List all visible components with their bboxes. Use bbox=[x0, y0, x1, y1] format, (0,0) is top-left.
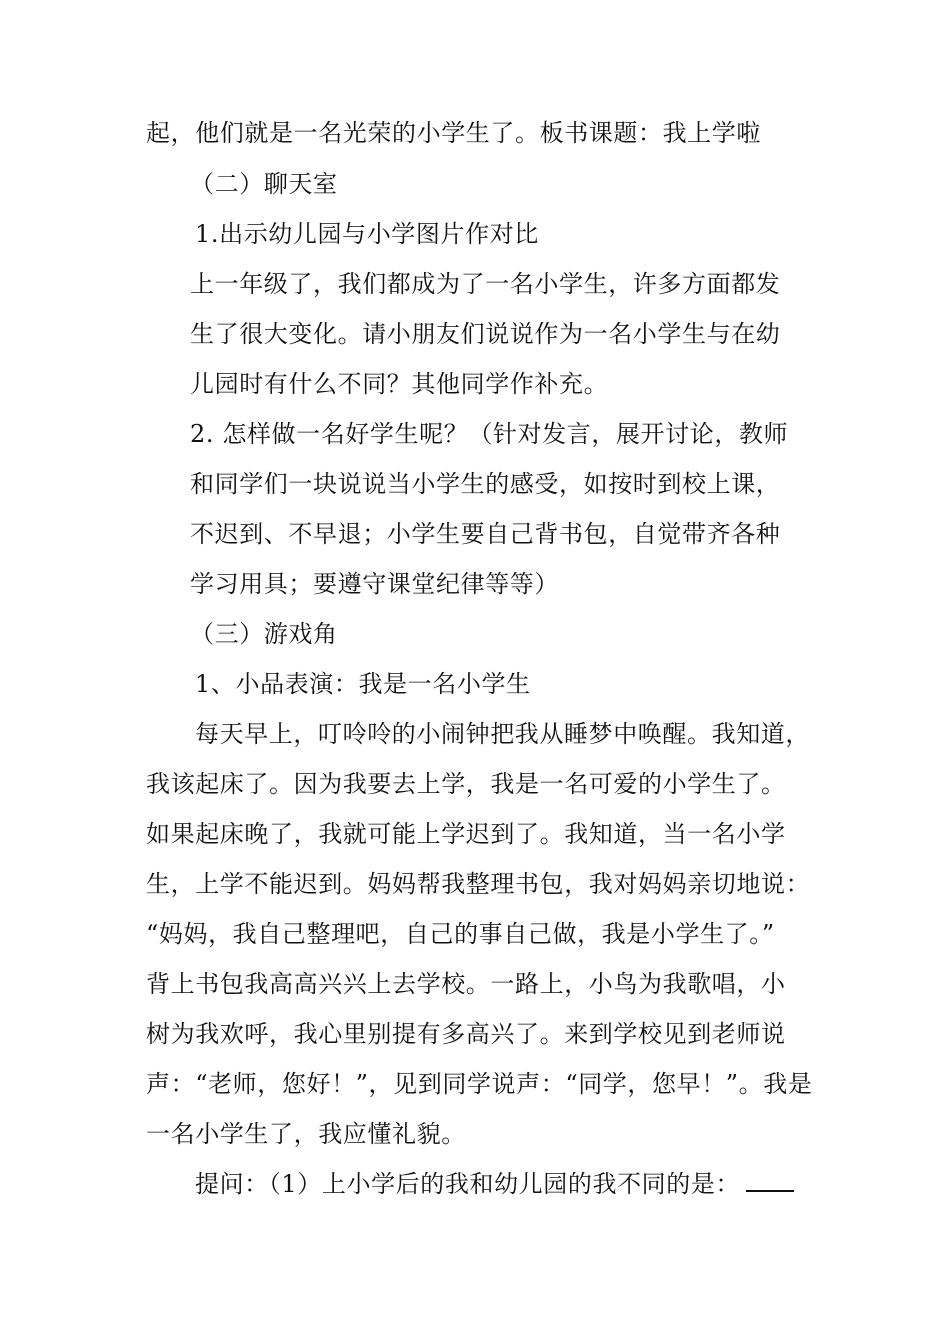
list-item-heading: 1.出示幼儿园与小学图片作对比 bbox=[195, 220, 539, 248]
text-line: 生了很大变化。请小朋友们说说作为一名小学生与在幼 bbox=[190, 320, 781, 348]
text-line: 儿园时有什么不同？其他同学作补充。 bbox=[190, 370, 609, 398]
text-line: 不迟到、不早退；小学生要自己背书包，自觉带齐各种 bbox=[190, 520, 781, 548]
text-line: 每天早上，叮呤呤的小闹钟把我从睡梦中唤醒。我知道， bbox=[195, 720, 810, 748]
text-line: “妈妈，我自己整理吧，自己的事自己做，我是小学生了。” bbox=[146, 920, 775, 948]
text-line: 如果起床晚了，我就可能上学迟到了。我知道，当一名小学 bbox=[146, 820, 786, 848]
text-line: 学习用具；要遵守课堂纪律等等） bbox=[190, 570, 559, 598]
text-line: 声：“老师，您好！”，见到同学说声：“同学，您早！”。我是 bbox=[146, 1070, 813, 1098]
list-item-heading: 2. 怎样做一名好学生呢？（针对发言，展开讨论，教师 bbox=[190, 420, 789, 448]
text-line: 树为我欢呼，我心里别提有多高兴了。来到学校见到老师说 bbox=[146, 1020, 786, 1048]
question-line bbox=[195, 1168, 794, 1200]
section-heading: （三）游戏角 bbox=[190, 620, 338, 648]
text-line: 上一年级了，我们都成为了一名小学生，许多方面都发 bbox=[190, 270, 781, 298]
text-line: 和同学们一块说说当小学生的感受，如按时到校上课， bbox=[190, 470, 781, 498]
question-text: 提问：（1）上小学后的我和幼儿园的我不同的是： bbox=[195, 1170, 741, 1198]
section-heading: （二）聊天室 bbox=[190, 170, 338, 198]
text-line: 我该起床了。因为我要去上学，我是一名可爱的小学生了。 bbox=[146, 770, 786, 798]
text-line: 背上书包我高高兴兴上去学校。一路上，小鸟为我歌唱，小 bbox=[146, 970, 786, 998]
list-item-heading: 1、小品表演：我是一名小学生 bbox=[195, 670, 531, 698]
answer-blank bbox=[746, 1168, 794, 1192]
text-line: 一名小学生了，我应懂礼貌。 bbox=[146, 1120, 466, 1148]
text-line: 生，上学不能迟到。妈妈帮我整理书包，我对妈妈亲切地说： bbox=[146, 870, 811, 898]
text-line: 起，他们就是一名光荣的小学生了。板书课题：我上学啦 bbox=[146, 119, 761, 147]
